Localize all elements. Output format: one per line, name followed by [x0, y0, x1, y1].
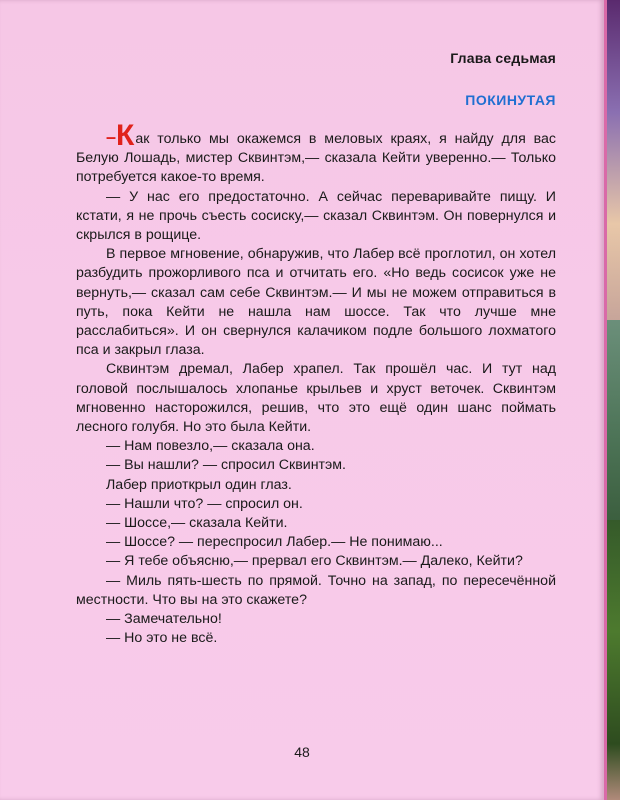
facing-page-illustration — [604, 0, 620, 800]
body-text — [76, 119, 556, 648]
paragraph-11: — Я тебе объясню,— прервал его Сквинтэм.— Далеко, Кейти? — [106, 553, 523, 570]
paragraph-8: — Нашли что? — спросил он. — [106, 495, 303, 512]
paragraph-7: Лабер приоткрыл один глаз. — [106, 476, 292, 493]
chapter-heading: Глава седьмая — [450, 50, 556, 66]
page-edge — [604, 0, 607, 800]
paragraph-6: — Вы нашли? — спросил Сквинтэм. — [106, 457, 346, 474]
paragraph-5: — Нам повезло,— сказала она. — [106, 438, 315, 455]
paragraph-1-text: ак только мы окажемся в меловых краях, я найду для вас Белую Лошадь, мистер Сквинтэм,— сказала Кейти уверенно.— Только потребуется какое-то время. — [76, 131, 556, 186]
page-number: 48 — [294, 744, 310, 760]
paragraph-9: — Шоссе,— сказала Кейти. — [106, 515, 288, 532]
chapter-title: ПОКИНУТАЯ — [465, 92, 556, 108]
paragraph-13: — Замечательно! — [106, 611, 222, 628]
paragraph-2: — У нас его предостаточно. А сейчас переваривайте пищу. И кстати, я не прочь съесть сосиску,— сказал Сквинтэм. Он повернулся и скрылся в рощице. — [76, 188, 556, 244]
paragraph-4: Сквинтэм дремал, Лабер храпел. Так прошёл час. И тут над головой послышалось хлопанье крыльев и хруст веточек. Сквинтэм мгновенно насторожился, решив, что это ещё один шанс поймать лесного голубя. Но это была Кейти. — [76, 361, 556, 436]
opening-dash: – — [106, 127, 117, 147]
paragraph-14: — Но это не всё. — [106, 630, 218, 647]
paragraph-12: — Миль пять-шесть по прямой. Точно на запад, по пересечённой местности. Что вы на это скажете? — [76, 572, 556, 608]
paragraph-3: В первое мгновение, обнаружив, что Лабер всё проглотил, он хотел разбудить прожорливого пса и отчитать его. «Но ведь сосисок уже не вернуть,— сказал сам себе Сквинтэм.— И мы не можем отправиться в путь, пока Кейти не нашла нам шоссе. Так что лучше мне расслабиться». И он свернулся калачиком подле большого лохматого пса и закрыл глаза. — [76, 246, 556, 359]
drop-cap: К — [116, 119, 135, 152]
paragraph-10: — Шоссе? — переспросил Лабер.— Не понимаю... — [106, 534, 443, 551]
paragraph-1 — [76, 119, 556, 188]
